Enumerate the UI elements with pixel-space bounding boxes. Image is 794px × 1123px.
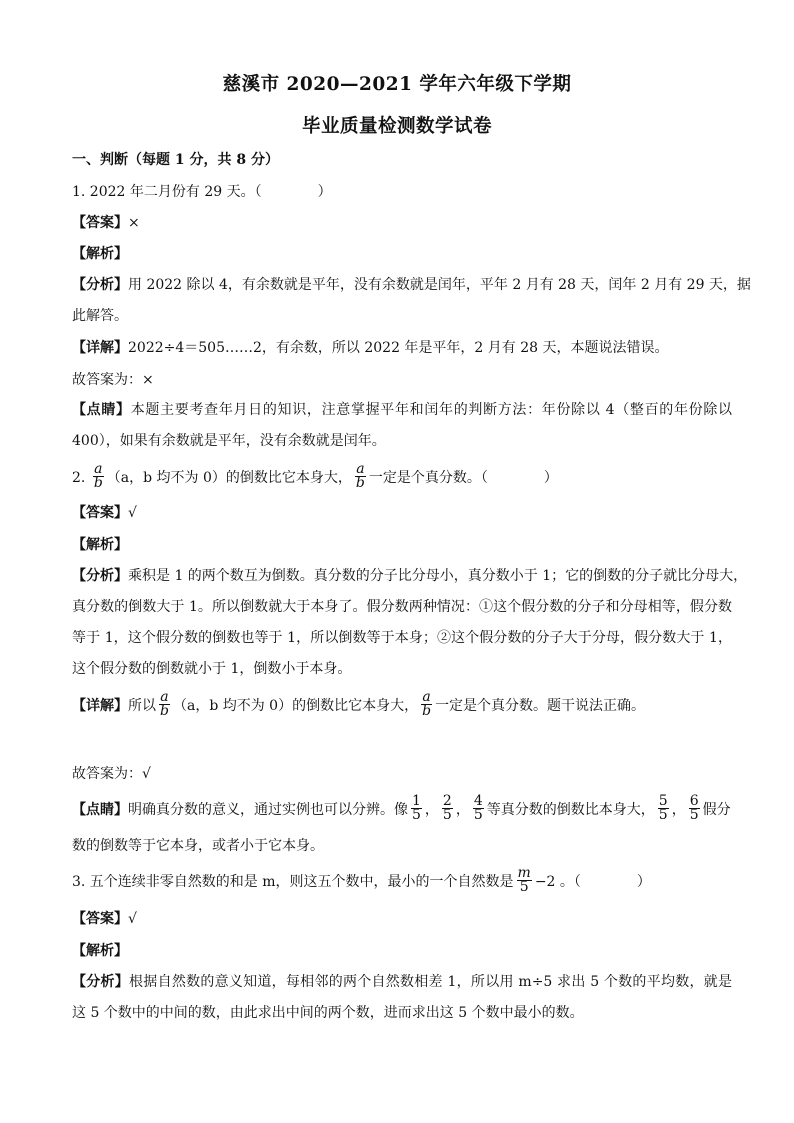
- fraction-6-5: [689, 792, 700, 823]
- q1-fenxi-line2: 此解答。: [72, 308, 128, 324]
- answer-tag: 【答案】: [72, 215, 128, 231]
- fenxi-tag: 【分析】: [72, 974, 130, 990]
- frac-denominator: b: [160, 702, 169, 719]
- q3-fenxi-line1: [72, 972, 732, 994]
- frac-denominator: 5: [412, 806, 421, 823]
- q3-text-end: −2 。（ ）: [534, 874, 651, 890]
- frac-numerator: a: [356, 460, 365, 477]
- dianjing-tag: 【点睛】: [72, 402, 131, 418]
- frac-numerator: 5: [658, 792, 668, 809]
- comma: ，: [424, 802, 439, 818]
- frac-numerator: 1: [412, 792, 421, 809]
- q2-dianjing-line2: 数的倒数等于它本身，或者小于它本身。: [72, 838, 324, 854]
- question-1: 1. 2022 年二月份有 29 天。（ ）: [72, 184, 332, 200]
- frac-denominator: b: [355, 474, 365, 491]
- q2-dianjing-line1: [72, 792, 732, 828]
- frac-denominator: 5: [689, 806, 699, 823]
- q2-fenxi-line4: 这个假分数的倒数就小于 1，倒数小于本身。: [72, 661, 352, 677]
- xiangjie-tag: 【详解】: [72, 698, 128, 714]
- q2-xiangjie: [72, 688, 732, 724]
- xiangjie-end: 一定是个真分数。题干说法正确。: [435, 698, 646, 714]
- q1-analysis-tag: 【解析】: [72, 246, 128, 262]
- dianjing-mid: 等真分数的倒数比本身大，: [486, 802, 655, 818]
- q3-fenxi-line2: 这 5 个数中的中间的数，由此求出中间的两个数，进而求出这 5 个数中最小的数。: [72, 1005, 584, 1021]
- answer-tag: 【答案】: [72, 505, 128, 521]
- frac-numerator: 6: [689, 792, 699, 809]
- frac-denominator: 5: [473, 806, 483, 823]
- fenxi-text: 根据自然数的意义知道，每相邻的两个自然数相差 1，所以用 m÷5 求出 5 个数的平均数，就是: [129, 974, 732, 990]
- frac-numerator: 4: [473, 792, 483, 809]
- answer-value: √: [128, 505, 137, 521]
- q2-final-answer: 故答案为：√: [72, 766, 151, 782]
- frac-numerator: a: [160, 688, 169, 705]
- frac-numerator: 2: [442, 792, 452, 809]
- exam-title-line2: 毕业质量检测数学试卷: [301, 116, 492, 137]
- fraction-a-over-b: [159, 688, 170, 719]
- fraction-1-5: [411, 792, 422, 823]
- q3-text-pre: 3. 五个连续非零自然数的和是 m，则这五个数中，最小的一个自然数是: [72, 874, 514, 890]
- fraction-a-over-b: [421, 688, 432, 719]
- fenxi-tag: 【分析】: [72, 277, 128, 293]
- fraction-m-over-5: [517, 864, 532, 895]
- fraction-a-over-b: [93, 460, 104, 491]
- q2-text-end: 一定是个真分数。（ ）: [368, 470, 558, 486]
- xiangjie-mid: （a，b 均不为 0）的倒数比它本身大，: [172, 698, 419, 714]
- q1-fenxi-line1: [72, 275, 751, 297]
- dianjing-pre: 明确真分数的意义，通过实例也可以分辨。像: [128, 802, 408, 818]
- dianjing-text: 本题主要考查年月日的知识，注意掌握平年和闰年的判断方法：年份除以 4（整百的年份除以: [130, 402, 733, 418]
- q3-analysis-tag: 【解析】: [72, 943, 128, 959]
- q1-dianjing-line1: [72, 400, 732, 422]
- answer-value: √: [128, 911, 137, 927]
- dianjing-end: 假分: [702, 802, 731, 818]
- q1-dianjing-line2: 400），如果有余数就是平年，没有余数就是闰年。: [72, 433, 386, 449]
- fraction-a-over-b: [355, 460, 366, 491]
- q2-analysis-tag: 【解析】: [72, 537, 128, 553]
- frac-numerator: m: [517, 864, 531, 881]
- fenxi-tag: 【分析】: [72, 568, 128, 584]
- q1-answer: [72, 213, 732, 235]
- q2-answer: [72, 503, 732, 525]
- q1-xiangjie: [72, 338, 732, 360]
- xiangjie-tag: 【详解】: [72, 340, 128, 356]
- answer-tag: 【答案】: [72, 911, 128, 927]
- frac-numerator: a: [422, 688, 431, 705]
- fraction-4-5: [473, 792, 484, 823]
- answer-value: ×: [128, 215, 140, 231]
- comma: ，: [671, 802, 686, 818]
- frac-denominator: 5: [442, 806, 452, 823]
- fenxi-text: 乘积是 1 的两个数互为倒数。真分数的分子比分母小，真分数小于 1；它的倒数的分子就比分母大，: [128, 568, 748, 584]
- fraction-2-5: [442, 792, 453, 823]
- q2-fenxi-line1: [72, 566, 748, 588]
- frac-denominator: 5: [658, 806, 668, 823]
- fenxi-text: 用 2022 除以 4，有余数就是平年，没有余数就是闰年，平年 2 月有 28 天，闰年 2 月有 29 天，据: [128, 277, 751, 293]
- q1-final-answer: 故答案为：×: [72, 372, 154, 388]
- q3-answer: [72, 909, 732, 931]
- comma: ，: [455, 802, 470, 818]
- xiangjie-text: 2022÷4＝505……2，有余数，所以 2022 年是平年，2 月有 28 天，本题说法错误。: [128, 340, 669, 356]
- frac-denominator: 5: [519, 878, 529, 895]
- frac-denominator: b: [422, 702, 432, 719]
- dianjing-tag: 【点睛】: [72, 802, 128, 818]
- fraction-5-5: [658, 792, 669, 823]
- section-heading-judgement: 一、判断（每题 1 分，共 8 分）: [72, 152, 279, 168]
- frac-denominator: b: [93, 474, 103, 491]
- question-2: [72, 460, 732, 496]
- q2-text-mid: （a，b 均不为 0）的倒数比它本身大，: [106, 470, 352, 486]
- xiangjie-pre: 所以: [128, 698, 156, 714]
- q2-fenxi-line3: 等于 1，这个假分数的倒数也等于 1，所以倒数等于本身；②这个假分数的分子大于分母，假分数大于 1，: [72, 630, 732, 646]
- q2-number: 2.: [72, 470, 86, 486]
- exam-title-line1: 慈溪市 2020—2021 学年六年级下学期: [222, 74, 572, 95]
- q2-fenxi-line2: 真分数的倒数大于 1。所以倒数就大于本身了。假分数两种情况：①这个假分数的分子和分母相等，假分数: [72, 599, 732, 615]
- frac-numerator: a: [94, 460, 103, 477]
- question-3: [72, 864, 732, 900]
